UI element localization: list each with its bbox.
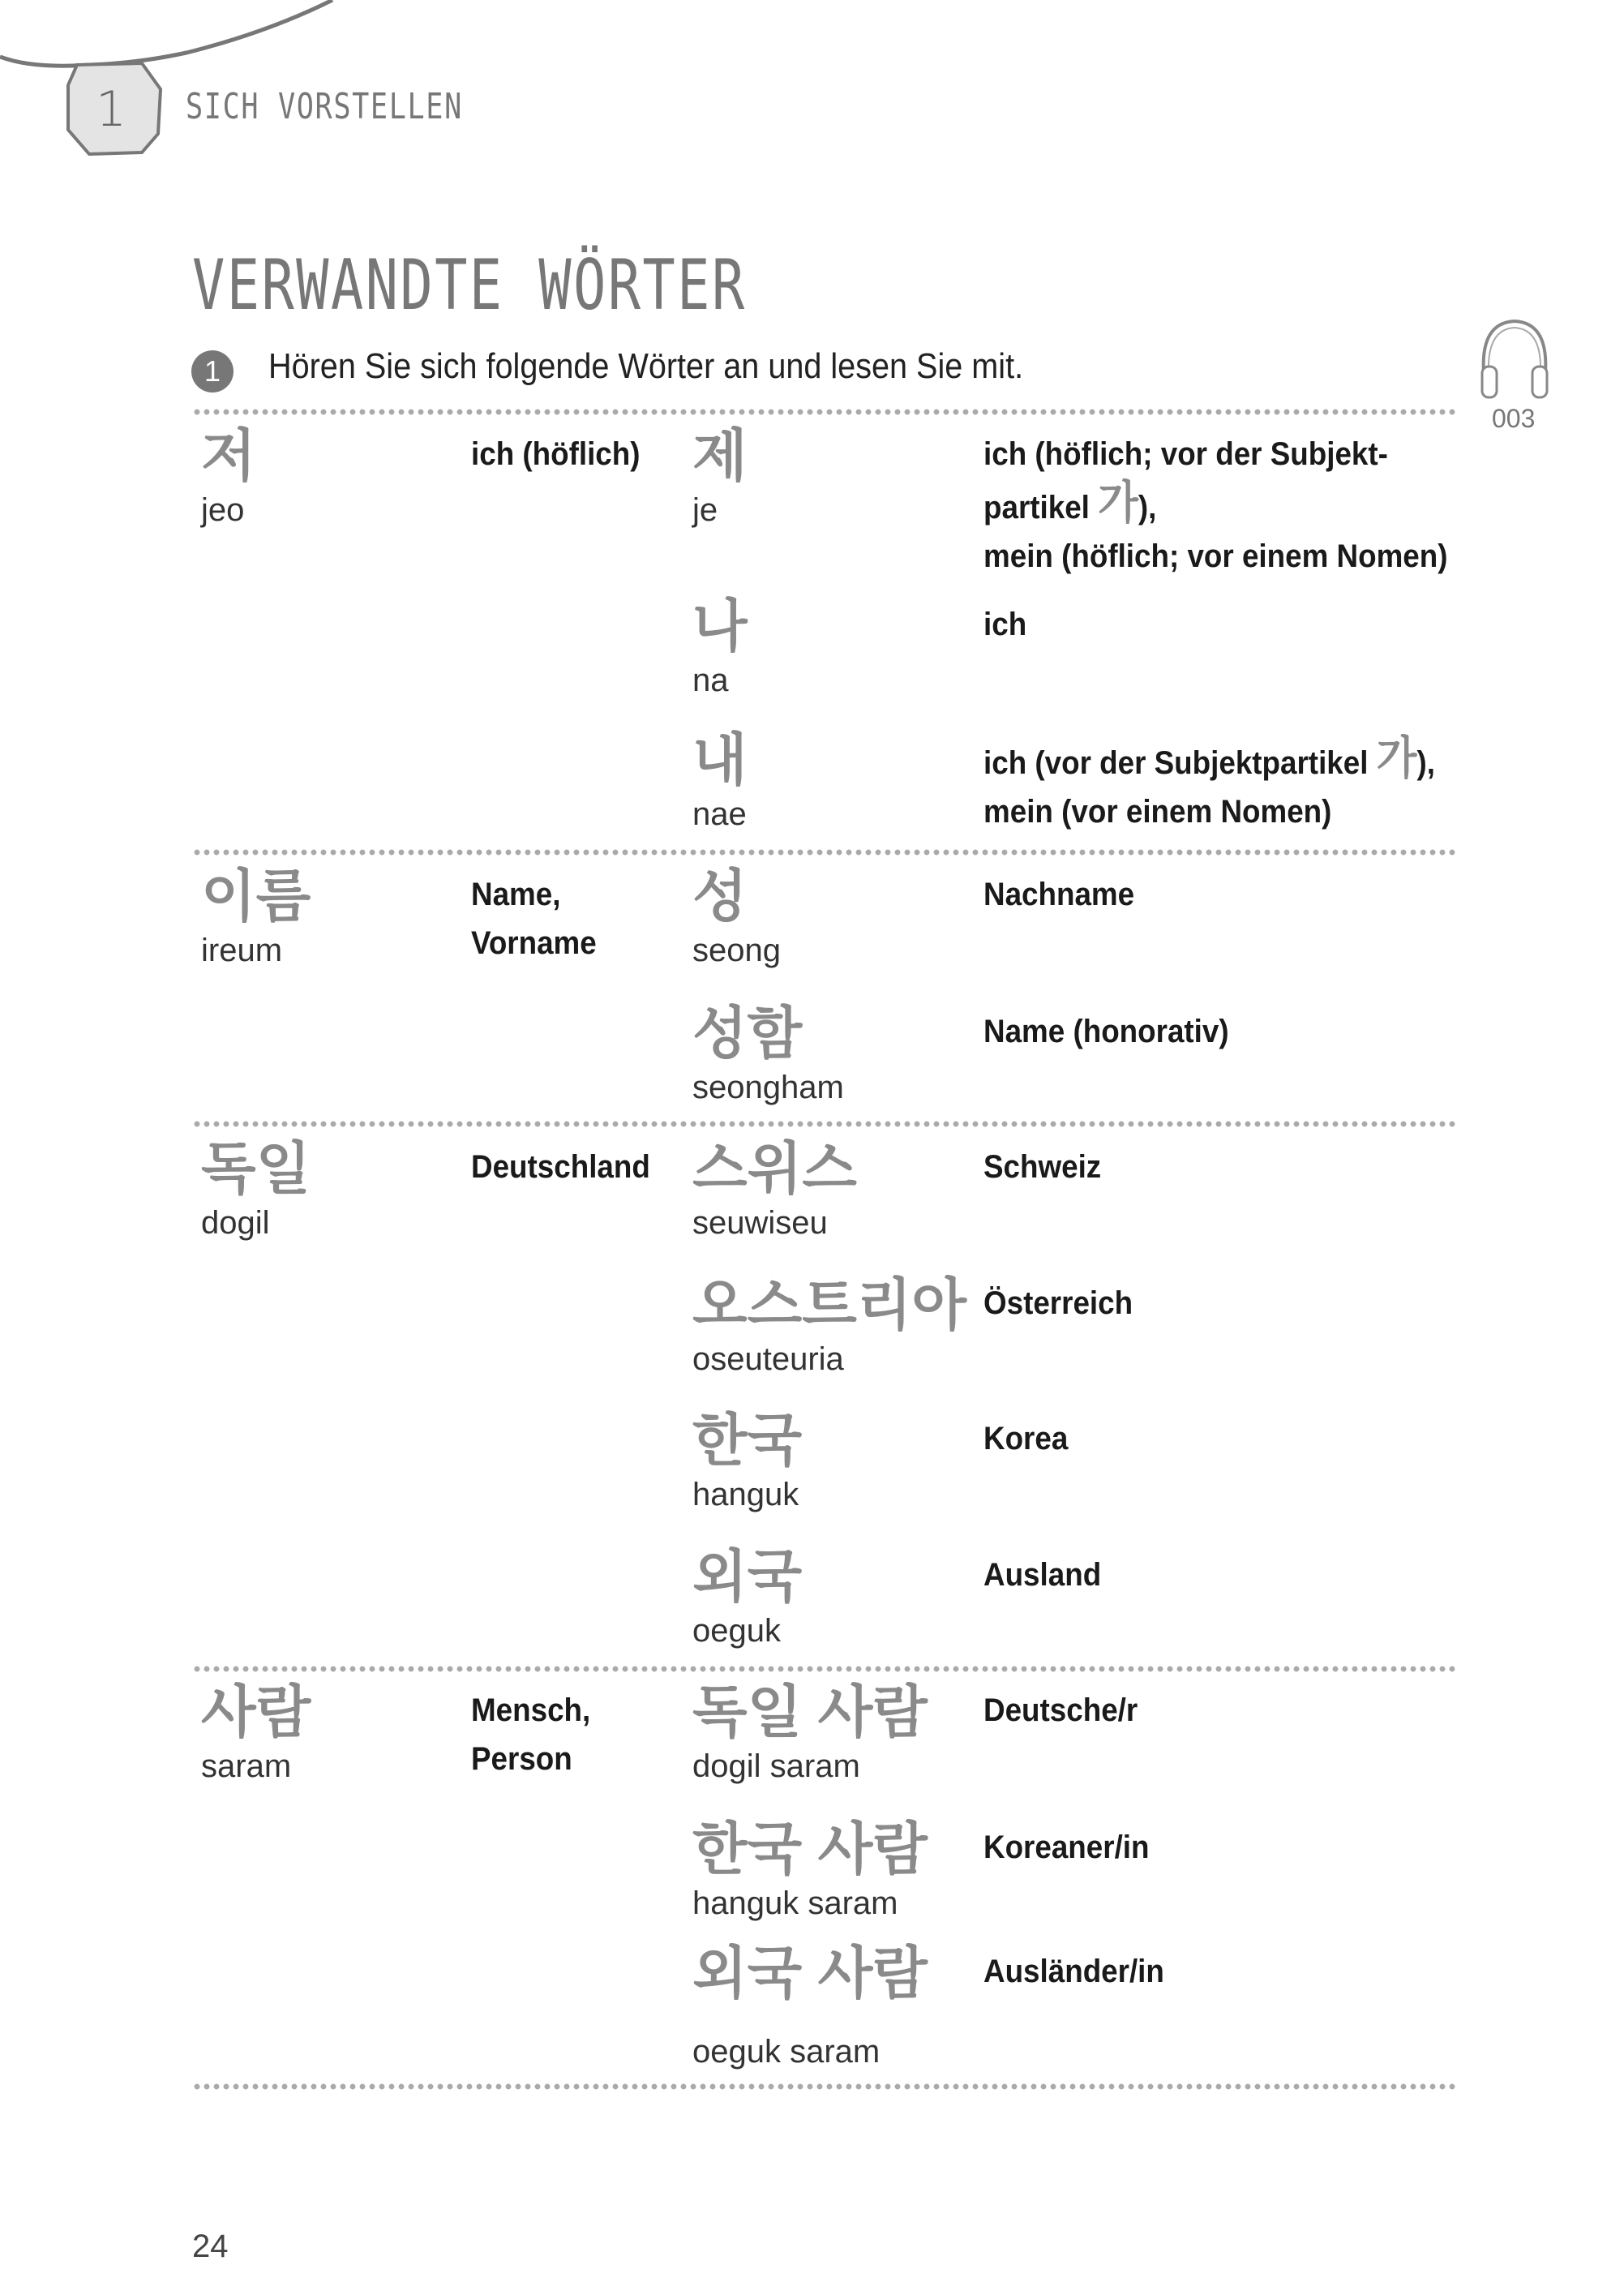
german-translation xyxy=(983,1007,1229,1056)
korean-word: 제 xyxy=(692,424,748,487)
romanization: hanguk saram xyxy=(692,1885,898,1921)
exercise-number-badge: 1 xyxy=(191,350,234,393)
german-translation xyxy=(983,430,1448,581)
translation-line xyxy=(983,600,1026,649)
translation-text: Mensch, xyxy=(471,1692,591,1728)
dotted-divider xyxy=(192,2083,1457,2090)
translation-text: Koreaner/in xyxy=(983,1830,1150,1865)
translation-line xyxy=(983,734,1435,787)
german-translation xyxy=(471,1686,590,1783)
korean-word: 독일 xyxy=(201,1137,311,1200)
romanization: ireum xyxy=(201,933,283,968)
translation-text: Österreich xyxy=(983,1285,1133,1321)
vocab-entry xyxy=(692,1544,802,1653)
german-translation xyxy=(471,1143,650,1191)
korean-word: 한국 xyxy=(692,1409,803,1472)
translation-text: Ausländer/in xyxy=(983,1954,1164,1989)
vocab-entry xyxy=(692,1136,857,1245)
vocab-entry xyxy=(692,1941,928,2074)
vocab-entry xyxy=(692,423,748,532)
vocab-entry xyxy=(201,1136,311,1245)
translation-line xyxy=(983,532,1448,581)
translation-line xyxy=(983,430,1448,478)
romanization: oeguk saram xyxy=(692,2034,881,2070)
translation-line xyxy=(983,1686,1138,1735)
vocab-entry xyxy=(201,864,311,972)
translation-line xyxy=(983,478,1448,532)
korean-word: 저 xyxy=(201,424,256,487)
korean-word: 외국 사람 xyxy=(692,1941,928,2005)
translation-text: mein (höflich; vor einem Nomen) xyxy=(983,538,1448,574)
translation-line xyxy=(983,1414,1068,1463)
vocab-entry xyxy=(692,1272,966,1381)
translation-text: ich xyxy=(983,607,1027,642)
translation-text: mein (vor einem Nomen) xyxy=(983,794,1332,830)
romanization: seong xyxy=(692,933,781,968)
exercise-instruction: Hören Sie sich folgende Wörter an und lesen Sie mit. xyxy=(268,346,1024,386)
romanization: oeguk xyxy=(692,1613,781,1649)
vocab-entry xyxy=(201,423,256,532)
vocab-entry xyxy=(692,1679,928,1788)
romanization: dogil xyxy=(201,1205,270,1241)
romanization: nae xyxy=(692,796,747,832)
translation-line xyxy=(983,1143,1101,1191)
vocab-entry xyxy=(201,1679,311,1788)
dotted-divider xyxy=(192,1666,1457,1672)
korean-word: 나 xyxy=(692,594,748,658)
dotted-divider xyxy=(192,1121,1457,1127)
translation-line xyxy=(983,1551,1101,1599)
vocab-entry xyxy=(692,727,748,836)
audio-track-number: 003 xyxy=(1492,404,1536,433)
german-translation xyxy=(983,870,1134,919)
korean-word: 성함 xyxy=(692,1002,803,1065)
german-translation xyxy=(983,1551,1101,1599)
korean-particle: 가 xyxy=(1376,732,1417,783)
korean-word: 스위스 xyxy=(692,1137,857,1200)
romanization: oseuteuria xyxy=(692,1341,844,1377)
section-title: VERWANDTE WÖRTER xyxy=(192,245,747,326)
translation-text: ich (vor der Subjektpartikel xyxy=(983,745,1377,781)
translation-line xyxy=(471,870,597,919)
german-translation xyxy=(471,870,597,967)
german-translation xyxy=(471,430,641,478)
vocab-entry xyxy=(692,1817,928,1925)
translation-line xyxy=(471,1686,590,1735)
dotted-divider xyxy=(192,409,1457,415)
korean-word: 외국 xyxy=(692,1545,803,1608)
chapter-badge-decoration xyxy=(0,0,341,162)
translation-line xyxy=(471,919,597,967)
translation-text: ich (höflich) xyxy=(471,436,641,472)
translation-text: Deutschland xyxy=(471,1149,650,1185)
translation-line xyxy=(983,870,1134,919)
romanization: jeo xyxy=(201,492,245,528)
korean-word: 내 xyxy=(692,728,748,791)
vocab-entry xyxy=(692,594,748,702)
translation-line xyxy=(471,1735,590,1783)
translation-line xyxy=(471,430,641,478)
german-translation xyxy=(983,1143,1101,1191)
translation-text: Schweiz xyxy=(983,1149,1102,1185)
translation-text: Nachname xyxy=(983,877,1135,912)
korean-word: 한국 사람 xyxy=(692,1817,928,1881)
translation-text: Deutsche/r xyxy=(983,1692,1138,1728)
romanization: seuwiseu xyxy=(692,1205,828,1241)
translation-text: Ausland xyxy=(983,1557,1102,1593)
dotted-divider xyxy=(192,849,1457,856)
translation-text: Person xyxy=(471,1741,572,1777)
translation-text: Korea xyxy=(983,1421,1069,1456)
romanization: seongham xyxy=(692,1070,844,1105)
headphones-icon[interactable] xyxy=(1476,316,1553,401)
vocab-entry xyxy=(692,1001,844,1109)
korean-word: 독일 사람 xyxy=(692,1680,928,1744)
romanization: saram xyxy=(201,1748,292,1784)
translation-line xyxy=(983,1823,1150,1872)
translation-text: Name, xyxy=(471,877,561,912)
romanization: na xyxy=(692,663,729,698)
korean-word: 성 xyxy=(692,864,748,928)
german-translation xyxy=(983,1947,1164,1996)
translation-line xyxy=(983,1947,1164,1996)
vocab-entry xyxy=(692,864,781,972)
korean-word: 이름 xyxy=(201,864,311,928)
romanization: je xyxy=(692,492,718,528)
german-translation xyxy=(983,1414,1068,1463)
korean-word: 사람 xyxy=(201,1680,311,1744)
translation-line xyxy=(983,1279,1133,1328)
romanization: hanguk xyxy=(692,1477,799,1512)
chapter-title: SICH VORSTELLEN xyxy=(186,86,463,127)
chapter-number: 1 xyxy=(96,81,127,138)
translation-line xyxy=(983,787,1435,836)
german-translation xyxy=(983,1279,1133,1328)
translation-text: ), xyxy=(1138,490,1157,525)
translation-text: ich (höflich; vor der Subjekt- xyxy=(983,436,1388,472)
korean-word: 오스트리아 xyxy=(692,1273,967,1336)
translation-text: partikel xyxy=(983,490,1099,525)
german-translation xyxy=(983,1686,1138,1735)
translation-text: ), xyxy=(1416,745,1435,781)
german-translation xyxy=(983,734,1435,836)
korean-particle: 가 xyxy=(1098,477,1138,528)
vocab-entry xyxy=(692,1408,802,1516)
romanization: dogil saram xyxy=(692,1748,860,1784)
translation-text: Name (honorativ) xyxy=(983,1014,1229,1049)
german-translation xyxy=(983,600,1026,649)
translation-line xyxy=(983,1007,1229,1056)
german-translation xyxy=(983,1823,1150,1872)
translation-line xyxy=(471,1143,650,1191)
translation-text: Vorname xyxy=(471,925,597,961)
page-number: 24 xyxy=(192,2229,229,2264)
